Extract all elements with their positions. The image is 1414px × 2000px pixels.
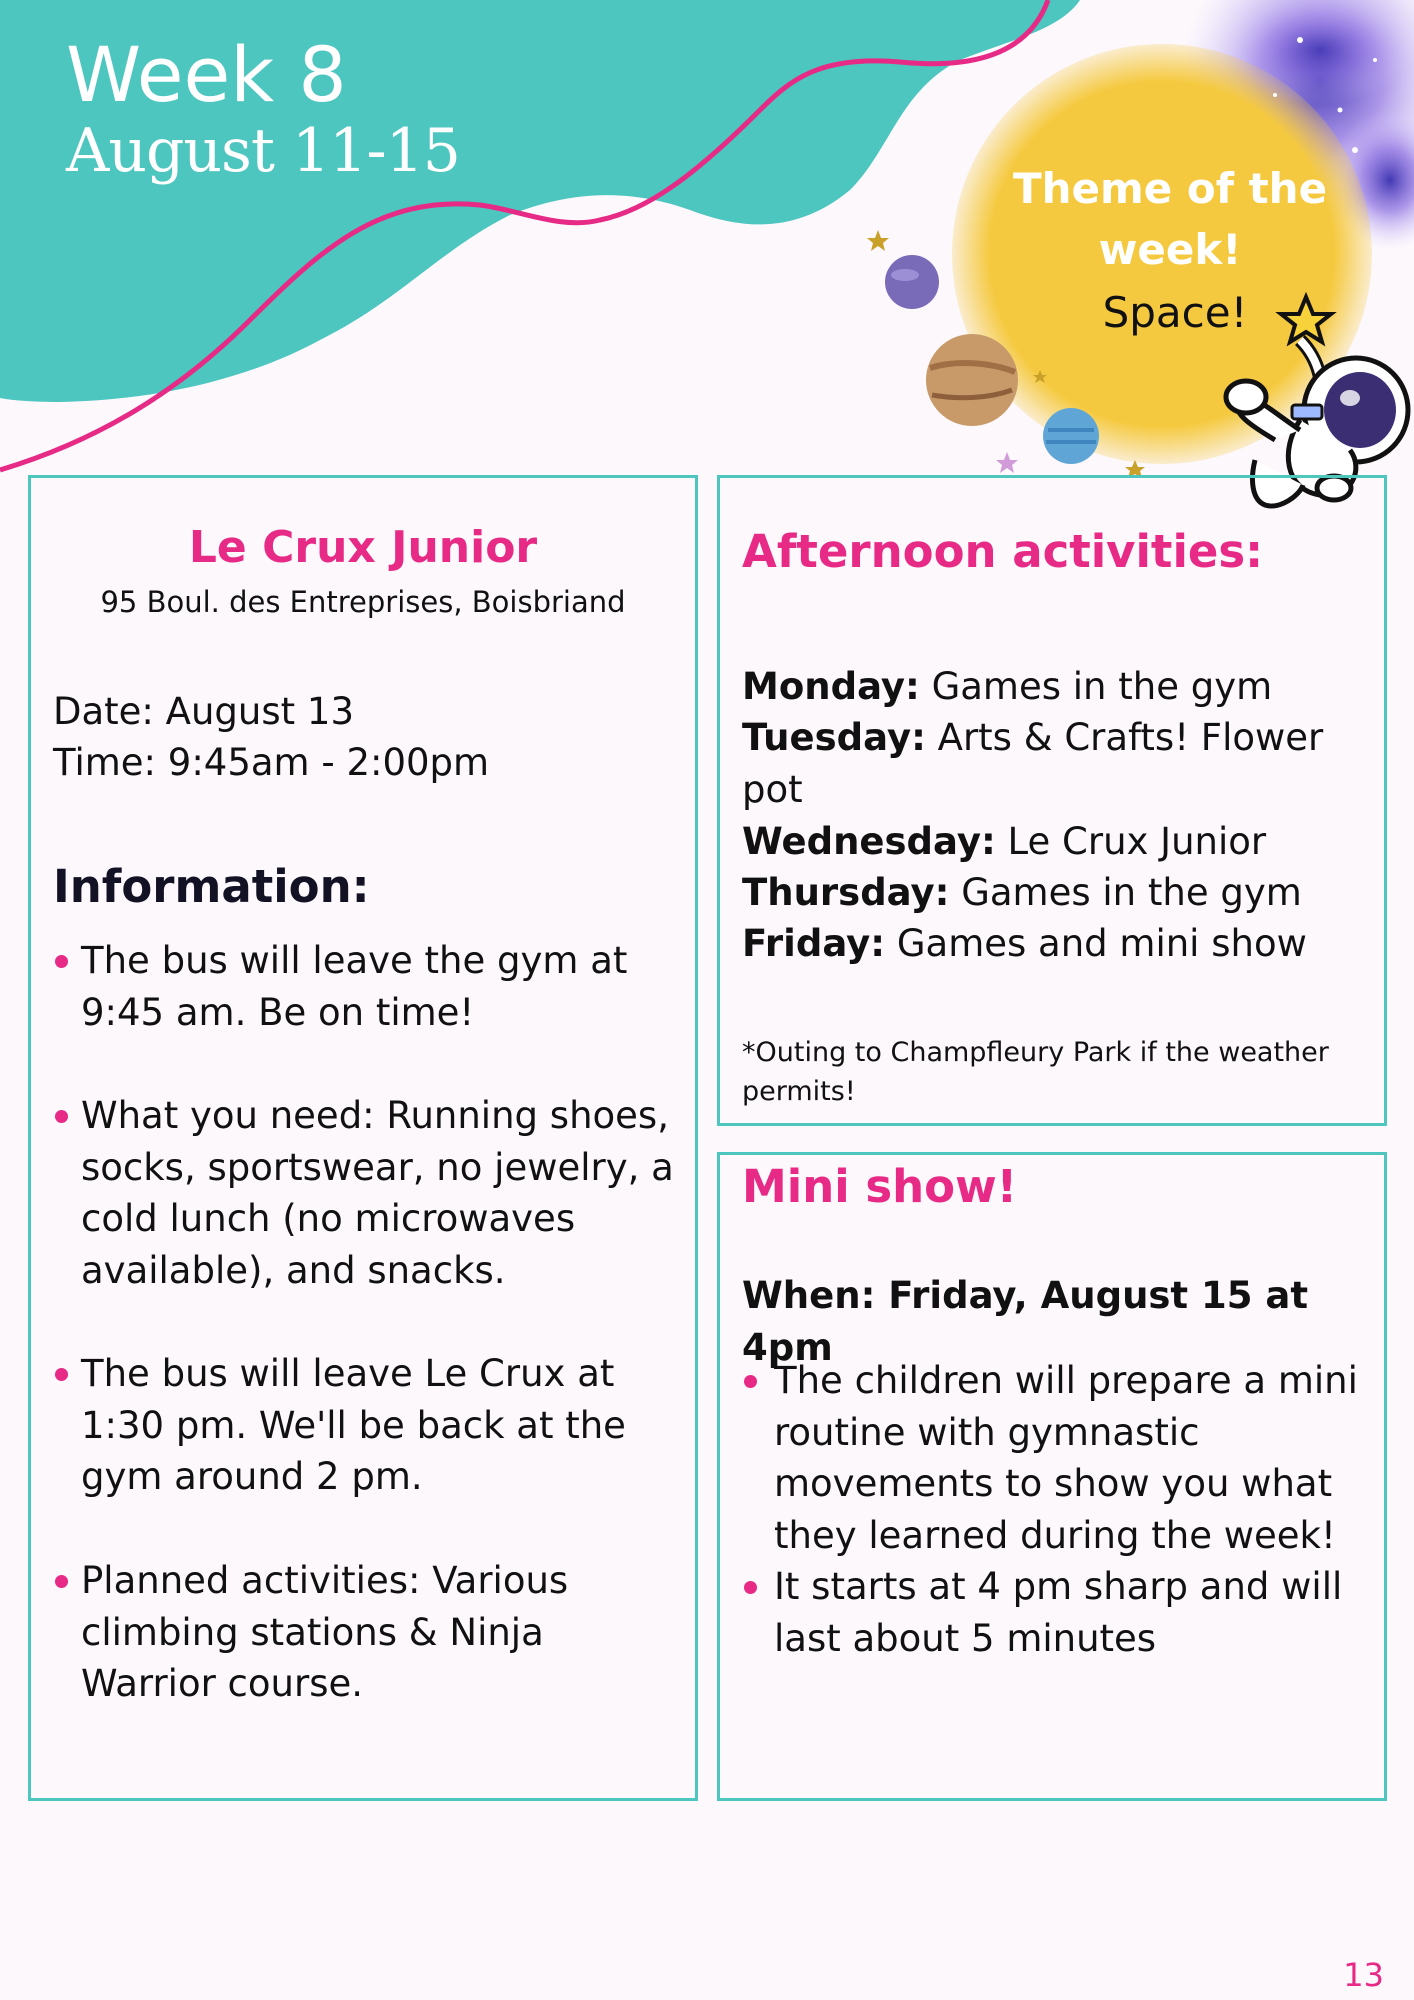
- day-name: Monday:: [742, 665, 920, 708]
- outing-time: Time: 9:45am - 2:00pm: [53, 741, 490, 784]
- planet-brown: [926, 334, 1018, 426]
- day-activity: Games in the gym: [931, 665, 1273, 708]
- mini-show-card: [717, 1152, 1387, 1801]
- day-name: Friday:: [742, 922, 886, 965]
- week-title: Week 8: [66, 30, 347, 119]
- day-row-thursday: [742, 867, 1344, 919]
- mini-show-item-text: The children will prepare a mini routine with gymnastic movements to show you what they learned during the week!: [774, 1359, 1358, 1557]
- mini-show-heading: Mini show!: [742, 1160, 1018, 1213]
- day-row-wednesday: [742, 816, 1344, 868]
- mini-show-list: [742, 1355, 1370, 1664]
- info-list: [53, 935, 681, 1038]
- planet-blue: [1043, 408, 1099, 464]
- day-activity: Le Crux Junior: [1007, 820, 1267, 863]
- afternoon-activities-card: [717, 475, 1387, 1126]
- theme-label: Theme of the week!: [1012, 164, 1328, 274]
- venue-address: 95 Boul. des Entreprises, Boisbriand: [100, 585, 626, 619]
- list-item: [742, 1355, 1370, 1561]
- mini-show-when: When: Friday, August 15 at 4pm: [742, 1274, 1309, 1369]
- day-name: Thursday:: [742, 871, 950, 914]
- theme-value: Space!: [1102, 288, 1248, 337]
- bullet-dot: [55, 955, 68, 968]
- info-item-text: The bus will leave Le Crux at 1:30 pm. We'll be back at the gym around 2 pm.: [81, 1352, 626, 1498]
- info-item-text: The bus will leave the gym at 9:45 am. Be on time!: [81, 939, 628, 1034]
- day-row-tuesday: [742, 712, 1344, 815]
- info-list: [53, 1090, 681, 1296]
- list-item: [53, 1555, 681, 1710]
- planet-purple: [885, 255, 939, 309]
- bullet-dot: [55, 1575, 68, 1588]
- info-list: [53, 1555, 681, 1710]
- venue-name: Le Crux Junior: [188, 522, 538, 573]
- bullet-dot: [744, 1375, 757, 1388]
- information-heading: Information:: [53, 860, 370, 913]
- day-activity: Games in the gym: [961, 871, 1302, 914]
- info-list: [53, 1348, 681, 1503]
- day-name: Wednesday:: [742, 820, 996, 863]
- bullet-dot: [55, 1368, 68, 1381]
- pink-star: [996, 452, 1018, 473]
- weather-note: *Outing to Champfleury Park if the weather permits!: [742, 1037, 1329, 1107]
- list-item: [53, 1090, 681, 1296]
- day-row-friday: [742, 918, 1344, 970]
- day-row-monday: [742, 661, 1344, 713]
- day-name: Tuesday:: [742, 716, 926, 759]
- day-activity: Games and mini show: [896, 922, 1307, 965]
- bullet-dot: [55, 1110, 68, 1123]
- info-item-text: What you need: Running shoes, socks, sportswear, no jewelry, a cold lunch (no microwaves available), and snacks.: [81, 1094, 674, 1292]
- day-activity: Arts & Crafts! Flower pot: [742, 716, 1324, 811]
- list-item: [53, 935, 681, 1038]
- outing-date: Date: August 13: [53, 690, 354, 733]
- page-number: 13: [1343, 1956, 1384, 1994]
- afternoon-heading: Afternoon activities:: [742, 525, 1264, 578]
- list-item: [53, 1348, 681, 1503]
- info-item-text: Planned activities: Various climbing stations & Ninja Warrior course.: [81, 1559, 569, 1705]
- outing-card: [28, 475, 698, 1801]
- bullet-dot: [744, 1581, 757, 1594]
- list-item: [742, 1561, 1370, 1664]
- week-date-range: August 11-15: [66, 116, 460, 186]
- mini-show-item-text: It starts at 4 pm sharp and will last about 5 minutes: [774, 1565, 1343, 1660]
